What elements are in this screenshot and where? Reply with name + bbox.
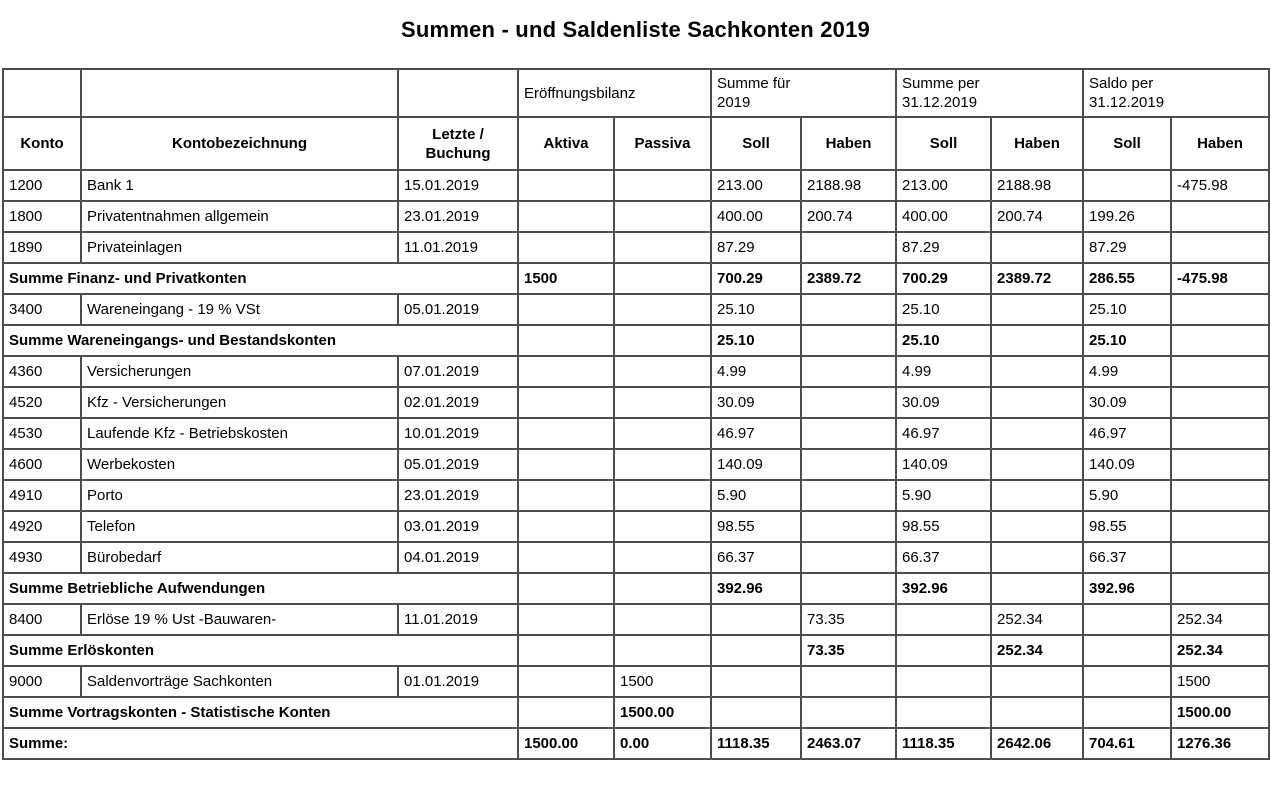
cell-passiva bbox=[614, 170, 711, 201]
cell-haben-saldo bbox=[1171, 449, 1269, 480]
cell-soll-per: 392.96 bbox=[896, 573, 991, 604]
cell-letzte-buchung: 05.01.2019 bbox=[398, 449, 518, 480]
cell-passiva bbox=[614, 387, 711, 418]
cell-aktiva bbox=[518, 201, 614, 232]
cell-passiva bbox=[614, 201, 711, 232]
account-row bbox=[3, 418, 1269, 449]
cell-soll-2019: 46.97 bbox=[711, 418, 801, 449]
cell-soll-2019: 400.00 bbox=[711, 201, 801, 232]
cell-soll-saldo: 46.97 bbox=[1083, 418, 1171, 449]
account-row bbox=[3, 170, 1269, 201]
cell-soll-2019 bbox=[711, 604, 801, 635]
account-row bbox=[3, 449, 1269, 480]
cell-haben-per bbox=[991, 449, 1083, 480]
summary-row bbox=[3, 325, 1269, 356]
cell-soll-per: 700.29 bbox=[896, 263, 991, 294]
cell-haben-per bbox=[991, 418, 1083, 449]
cell-kontobezeichnung: Werbekosten bbox=[81, 449, 398, 480]
account-row bbox=[3, 666, 1269, 697]
summary-label: Summe Betriebliche Aufwendungen bbox=[3, 573, 518, 604]
cell-aktiva bbox=[518, 480, 614, 511]
cell-haben-2019 bbox=[801, 418, 896, 449]
cell-passiva bbox=[614, 635, 711, 666]
cell-soll-saldo bbox=[1083, 697, 1171, 728]
group-header-empty-konto bbox=[3, 69, 81, 117]
cell-haben-2019 bbox=[801, 480, 896, 511]
cell-passiva bbox=[614, 294, 711, 325]
group-header-eroeffnungsbilanz bbox=[518, 69, 711, 117]
group-header-summe-per bbox=[896, 69, 1083, 117]
cell-soll-2019: 700.29 bbox=[711, 263, 801, 294]
cell-haben-saldo bbox=[1171, 480, 1269, 511]
cell-soll-saldo: 140.09 bbox=[1083, 449, 1171, 480]
cell-haben-2019 bbox=[801, 387, 896, 418]
account-row bbox=[3, 604, 1269, 635]
summary-label: Summe Wareneingangs- und Bestandskonten bbox=[3, 325, 518, 356]
cell-aktiva bbox=[518, 511, 614, 542]
header-soll-per: Soll bbox=[896, 117, 991, 170]
cell-konto: 9000 bbox=[3, 666, 81, 697]
cell-passiva bbox=[614, 449, 711, 480]
cell-konto: 1890 bbox=[3, 232, 81, 263]
cell-haben-per: 252.34 bbox=[991, 635, 1083, 666]
cell-passiva bbox=[614, 573, 711, 604]
cell-soll-saldo: 25.10 bbox=[1083, 294, 1171, 325]
summary-label: Summe Vortragskonten - Statistische Konten bbox=[3, 697, 518, 728]
summary-row bbox=[3, 635, 1269, 666]
cell-haben-per: 2389.72 bbox=[991, 263, 1083, 294]
cell-soll-per: 87.29 bbox=[896, 232, 991, 263]
cell-letzte-buchung: 07.01.2019 bbox=[398, 356, 518, 387]
summary-label: Summe Finanz- und Privatkonten bbox=[3, 263, 518, 294]
cell-soll-saldo: 199.26 bbox=[1083, 201, 1171, 232]
cell-aktiva bbox=[518, 232, 614, 263]
cell-konto: 4530 bbox=[3, 418, 81, 449]
cell-haben-saldo: 1276.36 bbox=[1171, 728, 1269, 759]
cell-soll-per: 25.10 bbox=[896, 325, 991, 356]
account-row bbox=[3, 511, 1269, 542]
cell-soll-saldo: 98.55 bbox=[1083, 511, 1171, 542]
cell-haben-per: 252.34 bbox=[991, 604, 1083, 635]
cell-passiva: 1500 bbox=[614, 666, 711, 697]
cell-soll-2019: 66.37 bbox=[711, 542, 801, 573]
table-body bbox=[3, 170, 1269, 759]
summary-row bbox=[3, 263, 1269, 294]
cell-soll-saldo bbox=[1083, 635, 1171, 666]
account-row bbox=[3, 201, 1269, 232]
cell-soll-saldo: 87.29 bbox=[1083, 232, 1171, 263]
cell-letzte-buchung: 11.01.2019 bbox=[398, 232, 518, 263]
cell-soll-per: 400.00 bbox=[896, 201, 991, 232]
cell-haben-2019 bbox=[801, 232, 896, 263]
cell-soll-2019: 140.09 bbox=[711, 449, 801, 480]
cell-passiva bbox=[614, 356, 711, 387]
cell-kontobezeichnung: Saldenvorträge Sachkonten bbox=[81, 666, 398, 697]
cell-haben-saldo bbox=[1171, 232, 1269, 263]
cell-haben-2019 bbox=[801, 666, 896, 697]
cell-passiva bbox=[614, 232, 711, 263]
cell-haben-saldo bbox=[1171, 201, 1269, 232]
cell-haben-per bbox=[991, 356, 1083, 387]
cell-haben-2019 bbox=[801, 573, 896, 604]
group-header-saldo-per bbox=[1083, 69, 1269, 117]
cell-soll-2019: 213.00 bbox=[711, 170, 801, 201]
cell-soll-per bbox=[896, 697, 991, 728]
cell-soll-per: 46.97 bbox=[896, 418, 991, 449]
cell-soll-per: 25.10 bbox=[896, 294, 991, 325]
cell-soll-per: 98.55 bbox=[896, 511, 991, 542]
cell-kontobezeichnung: Erlöse 19 % Ust -Bauwaren- bbox=[81, 604, 398, 635]
cell-soll-per: 4.99 bbox=[896, 356, 991, 387]
summary-row bbox=[3, 573, 1269, 604]
cell-haben-saldo bbox=[1171, 511, 1269, 542]
group-header-summe-fuer-2019 bbox=[711, 69, 896, 117]
header-haben-saldo: Haben bbox=[1171, 117, 1269, 170]
cell-soll-saldo: 392.96 bbox=[1083, 573, 1171, 604]
cell-haben-per bbox=[991, 697, 1083, 728]
cell-haben-2019 bbox=[801, 511, 896, 542]
cell-aktiva bbox=[518, 449, 614, 480]
cell-kontobezeichnung: Privateinlagen bbox=[81, 232, 398, 263]
cell-soll-saldo: 5.90 bbox=[1083, 480, 1171, 511]
cell-soll-saldo: 4.99 bbox=[1083, 356, 1171, 387]
cell-haben-saldo: 252.34 bbox=[1171, 635, 1269, 666]
cell-kontobezeichnung: Versicherungen bbox=[81, 356, 398, 387]
account-row bbox=[3, 356, 1269, 387]
cell-aktiva bbox=[518, 604, 614, 635]
header-haben-2019: Haben bbox=[801, 117, 896, 170]
page-title: Summen - und Saldenliste Sachkonten 2019 bbox=[401, 17, 870, 42]
cell-kontobezeichnung: Bank 1 bbox=[81, 170, 398, 201]
cell-kontobezeichnung: Laufende Kfz - Betriebskosten bbox=[81, 418, 398, 449]
header-letzte-line2: Buchung bbox=[425, 144, 491, 162]
cell-soll-saldo: 25.10 bbox=[1083, 325, 1171, 356]
cell-soll-per: 66.37 bbox=[896, 542, 991, 573]
cell-soll-per: 5.90 bbox=[896, 480, 991, 511]
cell-soll-2019 bbox=[711, 635, 801, 666]
account-row bbox=[3, 294, 1269, 325]
cell-letzte-buchung: 10.01.2019 bbox=[398, 418, 518, 449]
cell-letzte-buchung: 03.01.2019 bbox=[398, 511, 518, 542]
cell-haben-per bbox=[991, 294, 1083, 325]
account-row bbox=[3, 232, 1269, 263]
cell-soll-2019: 4.99 bbox=[711, 356, 801, 387]
header-soll-2019: Soll bbox=[711, 117, 801, 170]
cell-soll-2019: 98.55 bbox=[711, 511, 801, 542]
cell-passiva bbox=[614, 511, 711, 542]
cell-haben-saldo bbox=[1171, 325, 1269, 356]
group-header-line: Saldo per bbox=[1089, 75, 1154, 92]
saldenliste-table bbox=[2, 68, 1270, 760]
cell-konto: 4930 bbox=[3, 542, 81, 573]
cell-passiva bbox=[614, 480, 711, 511]
account-row bbox=[3, 480, 1269, 511]
cell-haben-per bbox=[991, 666, 1083, 697]
cell-kontobezeichnung: Telefon bbox=[81, 511, 398, 542]
cell-soll-per: 213.00 bbox=[896, 170, 991, 201]
cell-aktiva: 1500.00 bbox=[518, 728, 614, 759]
cell-soll-2019: 1118.35 bbox=[711, 728, 801, 759]
cell-haben-2019 bbox=[801, 294, 896, 325]
cell-haben-per bbox=[991, 387, 1083, 418]
cell-letzte-buchung: 15.01.2019 bbox=[398, 170, 518, 201]
header-konto: Konto bbox=[3, 117, 81, 170]
header-kontobezeichnung: Kontobezeichnung bbox=[81, 117, 398, 170]
group-header-empty-kontobezeichnung bbox=[81, 69, 398, 117]
cell-aktiva bbox=[518, 418, 614, 449]
cell-soll-saldo bbox=[1083, 170, 1171, 201]
cell-haben-per: 2188.98 bbox=[991, 170, 1083, 201]
cell-haben-2019: 73.35 bbox=[801, 604, 896, 635]
cell-haben-saldo: -475.98 bbox=[1171, 263, 1269, 294]
cell-soll-2019: 25.10 bbox=[711, 325, 801, 356]
cell-haben-saldo: 252.34 bbox=[1171, 604, 1269, 635]
cell-haben-saldo bbox=[1171, 294, 1269, 325]
header-soll-saldo: Soll bbox=[1083, 117, 1171, 170]
summary-row bbox=[3, 728, 1269, 759]
cell-kontobezeichnung: Bürobedarf bbox=[81, 542, 398, 573]
cell-passiva bbox=[614, 604, 711, 635]
summary-label: Summe: bbox=[3, 728, 518, 759]
cell-haben-per: 200.74 bbox=[991, 201, 1083, 232]
cell-haben-saldo bbox=[1171, 418, 1269, 449]
cell-passiva bbox=[614, 263, 711, 294]
group-header-line: 2019 bbox=[717, 94, 751, 111]
cell-soll-2019: 25.10 bbox=[711, 294, 801, 325]
cell-soll-2019: 87.29 bbox=[711, 232, 801, 263]
cell-aktiva bbox=[518, 666, 614, 697]
cell-kontobezeichnung: Kfz - Versicherungen bbox=[81, 387, 398, 418]
group-header-line: 31.12.2019 bbox=[902, 94, 978, 111]
cell-konto: 1800 bbox=[3, 201, 81, 232]
cell-letzte-buchung: 05.01.2019 bbox=[398, 294, 518, 325]
account-row bbox=[3, 387, 1269, 418]
cell-soll-saldo: 286.55 bbox=[1083, 263, 1171, 294]
cell-passiva: 0.00 bbox=[614, 728, 711, 759]
cell-haben-2019 bbox=[801, 449, 896, 480]
group-header-empty-letzte bbox=[398, 69, 518, 117]
cell-soll-per: 1118.35 bbox=[896, 728, 991, 759]
header-letzte-line1: Letzte / bbox=[432, 125, 484, 143]
group-header-line: 31.12.2019 bbox=[1089, 94, 1165, 111]
cell-haben-saldo: -475.98 bbox=[1171, 170, 1269, 201]
cell-soll-2019: 392.96 bbox=[711, 573, 801, 604]
cell-haben-2019: 73.35 bbox=[801, 635, 896, 666]
cell-haben-2019 bbox=[801, 542, 896, 573]
cell-kontobezeichnung: Privatentnahmen allgemein bbox=[81, 201, 398, 232]
cell-letzte-buchung: 23.01.2019 bbox=[398, 201, 518, 232]
cell-haben-2019: 2389.72 bbox=[801, 263, 896, 294]
cell-aktiva: 1500 bbox=[518, 263, 614, 294]
header-letzte-buchung bbox=[398, 117, 518, 170]
cell-aktiva bbox=[518, 170, 614, 201]
cell-letzte-buchung: 04.01.2019 bbox=[398, 542, 518, 573]
header-haben-per: Haben bbox=[991, 117, 1083, 170]
cell-letzte-buchung: 02.01.2019 bbox=[398, 387, 518, 418]
header-aktiva: Aktiva bbox=[518, 117, 614, 170]
cell-soll-2019: 30.09 bbox=[711, 387, 801, 418]
cell-soll-per bbox=[896, 666, 991, 697]
group-header-line: Eröffnungsbilanz bbox=[524, 84, 636, 102]
cell-konto: 4360 bbox=[3, 356, 81, 387]
cell-haben-per bbox=[991, 573, 1083, 604]
cell-soll-saldo bbox=[1083, 604, 1171, 635]
group-header-row bbox=[3, 69, 1269, 117]
cell-haben-per bbox=[991, 542, 1083, 573]
cell-haben-saldo bbox=[1171, 573, 1269, 604]
cell-haben-per bbox=[991, 232, 1083, 263]
cell-soll-per bbox=[896, 635, 991, 666]
cell-letzte-buchung: 11.01.2019 bbox=[398, 604, 518, 635]
cell-soll-per bbox=[896, 604, 991, 635]
cell-passiva bbox=[614, 542, 711, 573]
group-header-line: Summe für bbox=[717, 75, 791, 92]
cell-haben-2019 bbox=[801, 697, 896, 728]
cell-aktiva bbox=[518, 325, 614, 356]
cell-aktiva bbox=[518, 294, 614, 325]
cell-haben-per: 2642.06 bbox=[991, 728, 1083, 759]
cell-soll-saldo: 30.09 bbox=[1083, 387, 1171, 418]
cell-haben-saldo: 1500.00 bbox=[1171, 697, 1269, 728]
cell-haben-2019 bbox=[801, 356, 896, 387]
cell-konto: 4920 bbox=[3, 511, 81, 542]
cell-soll-saldo bbox=[1083, 666, 1171, 697]
cell-passiva bbox=[614, 325, 711, 356]
column-header-row bbox=[3, 117, 1269, 170]
cell-konto: 3400 bbox=[3, 294, 81, 325]
cell-aktiva bbox=[518, 542, 614, 573]
summary-row bbox=[3, 697, 1269, 728]
cell-soll-saldo: 66.37 bbox=[1083, 542, 1171, 573]
cell-kontobezeichnung: Porto bbox=[81, 480, 398, 511]
cell-haben-saldo: 1500 bbox=[1171, 666, 1269, 697]
cell-soll-2019 bbox=[711, 697, 801, 728]
cell-konto: 8400 bbox=[3, 604, 81, 635]
cell-aktiva bbox=[518, 635, 614, 666]
cell-soll-per: 30.09 bbox=[896, 387, 991, 418]
table-header bbox=[3, 69, 1269, 170]
cell-haben-saldo bbox=[1171, 356, 1269, 387]
cell-konto: 1200 bbox=[3, 170, 81, 201]
cell-letzte-buchung: 01.01.2019 bbox=[398, 666, 518, 697]
cell-soll-per: 140.09 bbox=[896, 449, 991, 480]
cell-aktiva bbox=[518, 356, 614, 387]
cell-haben-per bbox=[991, 325, 1083, 356]
cell-soll-2019: 5.90 bbox=[711, 480, 801, 511]
cell-letzte-buchung: 23.01.2019 bbox=[398, 480, 518, 511]
cell-kontobezeichnung: Wareneingang - 19 % VSt bbox=[81, 294, 398, 325]
cell-haben-2019: 200.74 bbox=[801, 201, 896, 232]
cell-aktiva bbox=[518, 573, 614, 604]
cell-haben-2019 bbox=[801, 325, 896, 356]
group-header-line: Summe per bbox=[902, 75, 980, 92]
cell-haben-2019: 2188.98 bbox=[801, 170, 896, 201]
header-passiva: Passiva bbox=[614, 117, 711, 170]
cell-haben-saldo bbox=[1171, 542, 1269, 573]
cell-soll-saldo: 704.61 bbox=[1083, 728, 1171, 759]
cell-soll-2019 bbox=[711, 666, 801, 697]
summary-label: Summe Erlöskonten bbox=[3, 635, 518, 666]
cell-haben-saldo bbox=[1171, 387, 1269, 418]
cell-aktiva bbox=[518, 387, 614, 418]
cell-konto: 4910 bbox=[3, 480, 81, 511]
cell-passiva: 1500.00 bbox=[614, 697, 711, 728]
cell-konto: 4600 bbox=[3, 449, 81, 480]
cell-haben-2019: 2463.07 bbox=[801, 728, 896, 759]
cell-haben-per bbox=[991, 480, 1083, 511]
account-row bbox=[3, 542, 1269, 573]
cell-konto: 4520 bbox=[3, 387, 81, 418]
cell-passiva bbox=[614, 418, 711, 449]
cell-aktiva bbox=[518, 697, 614, 728]
cell-haben-per bbox=[991, 511, 1083, 542]
